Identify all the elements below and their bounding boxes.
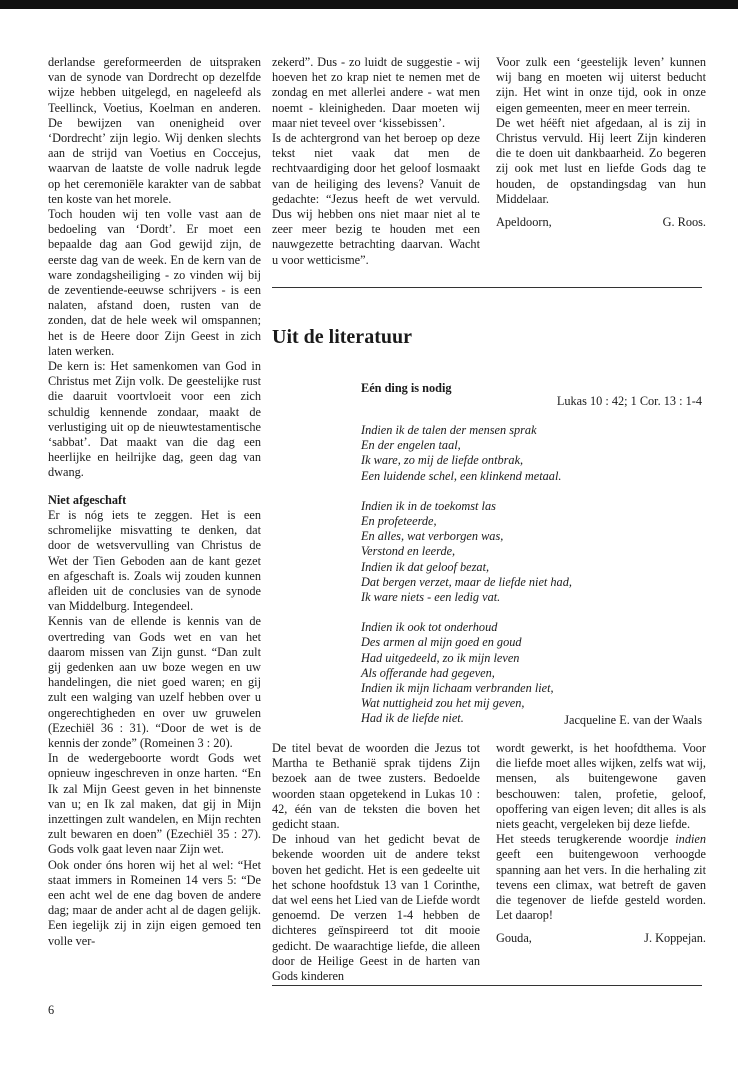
signature-place: Gouda, — [496, 931, 532, 946]
poem-line: Indien ik dat geloof bezat, — [361, 559, 490, 574]
poem-line: Indien ik in de toekomst las — [361, 498, 496, 513]
emphasis-indien: indien — [675, 832, 706, 847]
poem-stanza-1 — [361, 423, 691, 484]
article-column-2 — [272, 55, 480, 268]
poem-line: Indien ik mijn lichaam verbranden liet, — [361, 681, 554, 696]
poem-stanza-2 — [361, 499, 691, 605]
poem-line: Des armen al mijn goed en goud — [361, 635, 522, 650]
poem-reference: Lukas 10 : 42; 1 Cor. 13 : 1-4 — [556, 394, 702, 408]
poem-author: Jacqueline E. van der Waals — [564, 713, 702, 727]
top-border-bar — [0, 0, 738, 9]
article-column-3 — [496, 55, 706, 230]
poem-line: Indien ik de talen der mensen sprak — [361, 423, 537, 437]
signature-line — [496, 215, 706, 230]
signature-author: J. Koppejan. — [644, 931, 706, 946]
paragraph: De titel bevat de woorden die Jezus tot Martha te Bethanië sprak tijdens Zijn bezoek aan de twee zusters. Bedoelde woorden staan opgetekend in Lukas 10 : 42, één van de teksten die boven het gedicht staan. — [272, 741, 480, 832]
paragraph: Ook onder óns horen wij het al wel: “Het staat immers in Romeinen 14 vers 5: “De een acht wel de ene dag boven de andere dag; maar de ander acht al de dagen gelijk. Een iegelijk zij in zijn eigen gemoed ten volle ver- — [48, 857, 261, 948]
bottom-divider — [272, 985, 702, 986]
signature-author: G. Roos. — [662, 215, 706, 230]
poem-stanza-3 — [361, 620, 691, 726]
text-run: Het steeds terugkerende woordje — [496, 832, 676, 847]
poem-line: Wat nuttigheid zou het mij geven, — [361, 696, 525, 711]
poem-line: En alles, wat verborgen was, — [361, 529, 504, 544]
paragraph: De wet héëft niet afgedaan, al is zij in Christus vervuld. Hij leert Zijn kinderen die te doen uit dankbaarheid. Zo begeren zij ook met lust en liefde Gods dag te houden, de opstandingsdag van hun Middelaar. — [496, 115, 706, 206]
paragraph: De inhoud van het gedicht bevat de bekende woorden uit de andere tekst boven het gedicht. Het is een gedeelte uit het schone hoofdstuk 13 van 1 Corinthe, dat wel eens het Lied van de Liefde wordt genoemd. De verzen 1-4 hebben de dichteres geïnspireerd tot dit mooie gedicht. De waarachtige liefde, die alleen door de Heilige Geest in de harten van Gods kinderen — [272, 832, 480, 984]
paragraph: Toch houden wij ten volle vast aan de bedoeling van ‘Dordt’. Er moet een bepaalde dag aan God gewijd zijn, de eerste dag van de week. En de kern van de ware zondagsheiliging - zo vinden wij bij de zeventiende-eeuwse schrijvers - is een nalaten, afstand doen, rusten van de zonden, dat de hele week wil omspannen; het is de Heere door Zijn Geest in zich laten werken. — [48, 207, 261, 358]
commentary-column-1 — [272, 741, 480, 984]
paragraph: wordt gewerkt, is het hoofdthema. Voor die liefde moet alles wijken, zelfs wat wij, mensen, als buitengewone gaven beschouwen: talen, profetie, geloof, opoffering van eigen leven; dit alles is als niets geacht, vergeleken bij deze liefde. — [496, 741, 706, 832]
poem-line: Een luidende schel, een klinkend metaal. — [361, 468, 562, 483]
paragraph: derlandse gereformeerden de uitspraken van de synode van Dordrecht op dezelfde wijze hebben uitgelegd, en nageleefd als Teellinck, Voetius, Koelman en anderen. De bewijzen van onenigheid over ‘Dordrecht’ zijn legio. Wij denken slechts aan de strijd van Voetius en Coccejus, waarvan de laatste de volle nadruk legde op het ceremoniële karakter van de sabbat ten koste van het morele. — [48, 55, 261, 206]
page-number: 6 — [48, 1003, 55, 1017]
subheading-niet-afgeschaft: Niet afgeschaft — [48, 492, 127, 507]
paragraph: Er is nóg iets te zeggen. Het is een schromelijke misvatting te denken, dat door de wetsvervulling van Christus de Wet der Tien Geboden aan de kant gezet en afgeschaft is. Zoals wij zouden kunnen afleiden uit de conclusies van de synode van Middelburg. Integendeel. — [48, 507, 261, 614]
poem — [361, 423, 691, 742]
poem-line: Indien ik ook tot onderhoud — [361, 620, 498, 635]
paragraph: zekerd”. Dus - zo luidt de suggestie - wij hoeven het zo krap niet te nemen met de zondag en met allerlei andere - wat men noemt - kleinigheden. Daar moeten wij maar niet teveel over ‘kissebissen’. — [272, 55, 480, 130]
poem-line: Verstond en leerde, — [361, 544, 456, 559]
article-column-1 — [48, 55, 261, 949]
poem-line: Had ik de liefde niet. — [361, 711, 464, 726]
paragraph: Voor zulk een ‘geestelijk leven’ kunnen wij bang en moeten wij uiterst beducht zijn. Het wint in onze tijd, ook in onze eigen gemeenten, meer en meer terrein. — [496, 55, 706, 115]
paragraph: In de wedergeboorte wordt Gods wet opnieuw ingeschreven in onze harten. “En Ik zal Mijn Geest geven in het binnenste van u; en Ik zal maken, dat gij in Mijn inzettingen zult wandelen, en Mijn rechten zult bewaren en doen” (Ezechiël 35 : 27). Gods volk gaat leven naar Zijn wet. — [48, 751, 261, 857]
text-run: geeft een buitengewoon verhoogde spanning aan het vers. In die herhaling zit tevens een climax, wat betreft de gaven die tegenover de liefde gesteld worden. Let daarop! — [496, 847, 706, 923]
commentary-column-2 — [496, 741, 706, 947]
poem-line: Ik ware, zo mij de liefde ontbrak, — [361, 453, 524, 468]
poem-line: Ik ware niets - een ledig vat. — [361, 590, 501, 605]
poem-line: Als offerande had gegeven, — [361, 665, 495, 680]
poem-line: Had uitgedeeld, zo ik mijn leven — [361, 650, 520, 665]
signature-place: Apeldoorn, — [496, 215, 552, 230]
paragraph: Is de achtergrond van het beroep op deze tekst niet vaak dat men de rechtvaardiging door het geloof losmaakt van de heiliging des levens? Vanuit de gedachte: “Jezus heeft de wet vervuld. Dus wij hebben ons niet maar niet al te zeer meer bezig te houden met een nauwgezette betrachting daarvan. Wacht u voor wetticisme”. — [272, 131, 480, 267]
poem-line: En der engelen taal, — [361, 438, 461, 453]
section-title: Uit de literatuur — [272, 326, 412, 348]
poem-line: En profeteerde, — [361, 514, 437, 529]
paragraph: De kern is: Het samenkomen van God in Christus met Zijn volk. De geestelijke rust die daaruit voortvloeit voor een zich schuldig kennende zondaar, maakt de verlustiging uit op de nieuwtestamentische ‘sabbat’. Dat maakt van die dag een heerlijke en heilrijke dag, geen dag van dwang. — [48, 359, 261, 480]
section-divider — [272, 287, 702, 288]
signature-line — [496, 931, 706, 946]
paragraph: Kennis van de ellende is kennis van de overtreding van Gods wet en van het daarom missen van Zijn gunst. “Dan zult gij gedenken aan uw boze wegen en uw handelingen, die niet goed waren; en gij zult een walging van uzelf hebben over u ongerechtigheden en over uw gruwelen (Ezechiël 36 : 31). “Door de wet is de kennis der zonde” (Romeinen 3 : 20). — [48, 614, 261, 750]
poem-line: Dat bergen verzet, maar de liefde niet had, — [361, 574, 572, 589]
poem-title: Eén ding is nodig — [361, 381, 452, 395]
paragraph — [496, 832, 706, 923]
